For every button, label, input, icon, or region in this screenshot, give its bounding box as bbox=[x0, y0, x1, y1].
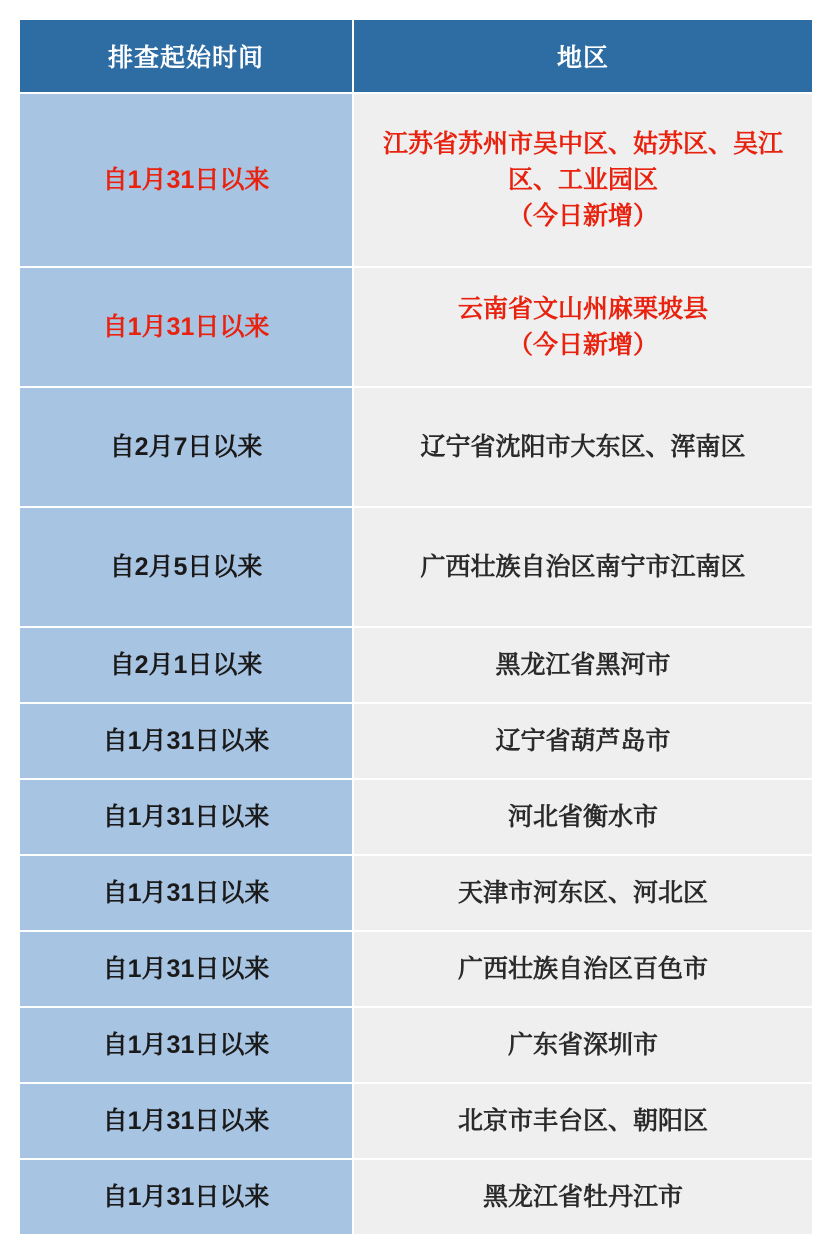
cell-area-text: 黑龙江省牡丹江市 bbox=[482, 1182, 683, 1211]
cell-start-time: 自1月31日以来 bbox=[20, 94, 352, 266]
table-row bbox=[20, 780, 812, 854]
cell-area bbox=[354, 388, 812, 506]
cell-area bbox=[354, 704, 812, 778]
cell-area bbox=[354, 508, 812, 626]
cell-start-time: 自1月31日以来 bbox=[20, 268, 352, 386]
cell-start-time: 自2月1日以来 bbox=[20, 628, 352, 702]
cell-area bbox=[354, 94, 812, 266]
table-row bbox=[20, 932, 812, 1006]
table-row bbox=[20, 94, 812, 266]
column-header-time: 排查起始时间 bbox=[20, 20, 352, 92]
cell-area-text: 黑龙江省黑河市 bbox=[495, 650, 671, 679]
table-row bbox=[20, 388, 812, 506]
cell-area-text: 河北省衡水市 bbox=[507, 802, 658, 831]
cell-area bbox=[354, 1160, 812, 1234]
cell-start-time: 自1月31日以来 bbox=[20, 704, 352, 778]
cell-area-text: 北京市丰台区、朝阳区 bbox=[457, 1106, 708, 1135]
cell-area-note: （今日新增） bbox=[507, 202, 658, 231]
cell-start-time: 自1月31日以来 bbox=[20, 856, 352, 930]
table-row bbox=[20, 628, 812, 702]
table-row bbox=[20, 1084, 812, 1158]
table-row bbox=[20, 856, 812, 930]
cell-area bbox=[354, 628, 812, 702]
cell-area-text: 广西壮族自治区南宁市江南区 bbox=[420, 552, 746, 581]
cell-area bbox=[354, 1008, 812, 1082]
cell-start-time: 自1月31日以来 bbox=[20, 932, 352, 1006]
cell-start-time: 自2月5日以来 bbox=[20, 508, 352, 626]
cell-area-text: 广东省深圳市 bbox=[507, 1030, 658, 1059]
cell-start-time: 自1月31日以来 bbox=[20, 1160, 352, 1234]
table-row bbox=[20, 1160, 812, 1234]
table-body bbox=[20, 94, 812, 1234]
cell-start-time: 自1月31日以来 bbox=[20, 1084, 352, 1158]
cell-area bbox=[354, 1084, 812, 1158]
cell-start-time: 自1月31日以来 bbox=[20, 780, 352, 854]
table-header bbox=[20, 20, 812, 92]
cell-area-text: 云南省文山州麻栗坡县 bbox=[457, 294, 708, 323]
table-row bbox=[20, 268, 812, 386]
cell-area-text: 辽宁省沈阳市大东区、浑南区 bbox=[420, 432, 746, 461]
cell-area bbox=[354, 932, 812, 1006]
cell-area-text: 江苏省苏州市吴中区、姑苏区、吴江区、工业园区 bbox=[382, 129, 783, 194]
cell-area-text: 广西壮族自治区百色市 bbox=[457, 954, 708, 983]
cell-area-note: （今日新增） bbox=[507, 331, 658, 359]
screening-table bbox=[18, 18, 814, 1236]
cell-start-time: 自2月7日以来 bbox=[20, 388, 352, 506]
cell-start-time: 自1月31日以来 bbox=[20, 1008, 352, 1082]
table-row bbox=[20, 1008, 812, 1082]
cell-area bbox=[354, 780, 812, 854]
cell-area-text: 辽宁省葫芦岛市 bbox=[495, 726, 671, 755]
table-header-row bbox=[20, 20, 812, 92]
table-row bbox=[20, 508, 812, 626]
cell-area bbox=[354, 856, 812, 930]
column-header-area: 地区 bbox=[354, 20, 812, 92]
table-row bbox=[20, 704, 812, 778]
cell-area bbox=[354, 268, 812, 386]
cell-area-text: 天津市河东区、河北区 bbox=[457, 878, 708, 907]
